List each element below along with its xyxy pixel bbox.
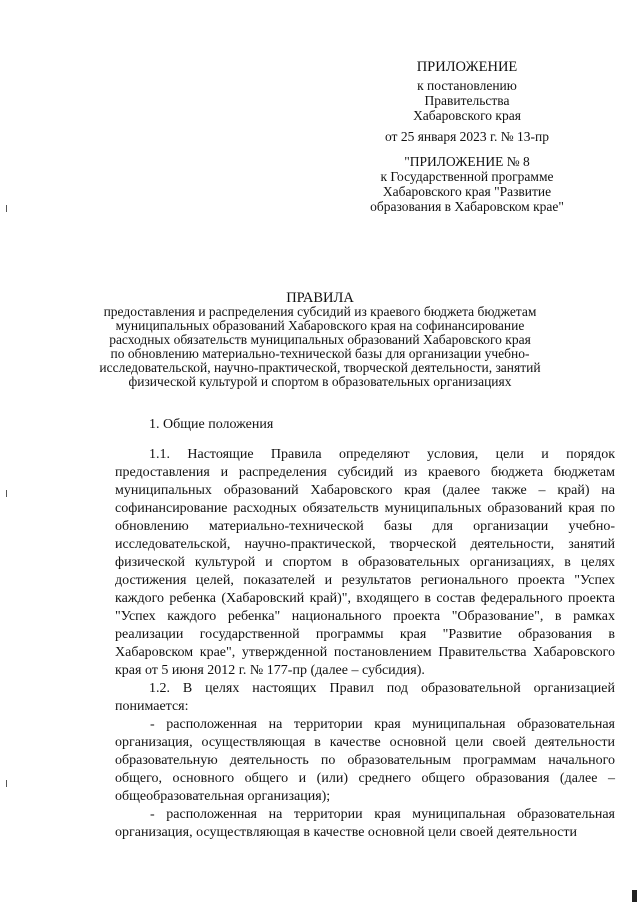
appendix-8-line: Хабаровского края "Развитие	[382, 184, 552, 199]
rules-subtitle-line: физической культурой и спортом в образовательных организациях	[128, 374, 512, 389]
scan-corner-mark	[632, 890, 637, 902]
rules-subtitle	[95, 305, 545, 389]
appendix-block	[337, 60, 597, 214]
appendix-8-line: образования в Хабаровском крае"	[370, 199, 564, 214]
section-heading: 1. Общие положения	[149, 417, 274, 432]
appendix-date: от 25 января 2023 г. № 13-пр	[384, 129, 550, 144]
rules-subtitle-line: предоставления и распределения субсидий из краевого бюджета бюджетам	[103, 304, 537, 319]
body-text	[115, 446, 615, 842]
paragraph-1-1: 1.1. Настоящие Правила определяют условия, цели и порядок предоставления и распределения субсидий из краевого бюджета бюджетам муниципальных образований Хабаровского края (далее также – край) на софинансирование расходных обязательств муниципальных образований края по обновлению материально-технической базы для организации учебно-исследовательской, научно-практической, творческой деятельности, занятий физической культурой и спортом в образовательных организациях, в целях достижения целей, показателей и результатов регионального проекта "Успех каждого ребенка (Хабаровский край)", входящего в состав федерального проекта "Успех каждого ребенка" национального проекта "Образование", в рамках реализации государственной программы края "Развитие образования в Хабаровском крае", утвержденной постановлением Правительства Хабаровского края от 5 июня 2012 г. № 177-пр (далее – субсидия).	[115, 447, 615, 678]
rules-subtitle-line: расходных обязательств муниципальных образований Хабаровского края	[109, 332, 531, 347]
rules-title: ПРАВИЛА	[286, 290, 354, 306]
appendix-8-title: "ПРИЛОЖЕНИЕ № 8	[404, 154, 530, 169]
rules-subtitle-line: исследовательской, научно-практической, творческой деятельности, занятий	[99, 360, 541, 375]
scan-margin-mark	[6, 205, 7, 212]
scan-margin-mark	[6, 490, 7, 497]
rules-subtitle-line: по обновлению материально-технической базы для организации учебно-	[110, 346, 530, 361]
appendix-line: Правительства	[424, 93, 510, 108]
appendix-8-line: к Государственной программе	[380, 169, 554, 184]
paragraph-1-2: 1.2. В целях настоящих Правил под образовательной организацией понимается:	[115, 681, 615, 714]
appendix-line: Хабаровского края	[413, 108, 521, 123]
rules-subtitle-line: муниципальных образований Хабаровского края на софинансирование	[115, 318, 525, 333]
appendix-title: ПРИЛОЖЕНИЕ	[416, 59, 518, 75]
scan-margin-mark	[6, 780, 7, 787]
paragraph-item: - расположенная на территории края муниципальная образовательная организация, осуществляющая в качестве основной цели своей деятельности образовательную деятельность по образовательным программам начального общего, основного общего и (или) среднего общего образования (далее – общеобразовательная организация);	[115, 717, 615, 804]
paragraph-item: - расположенная на территории края муниципальная образовательная организация, осуществляющая в качестве основной цели своей деятельности	[115, 807, 615, 840]
appendix-line: к постановлению	[417, 78, 517, 93]
